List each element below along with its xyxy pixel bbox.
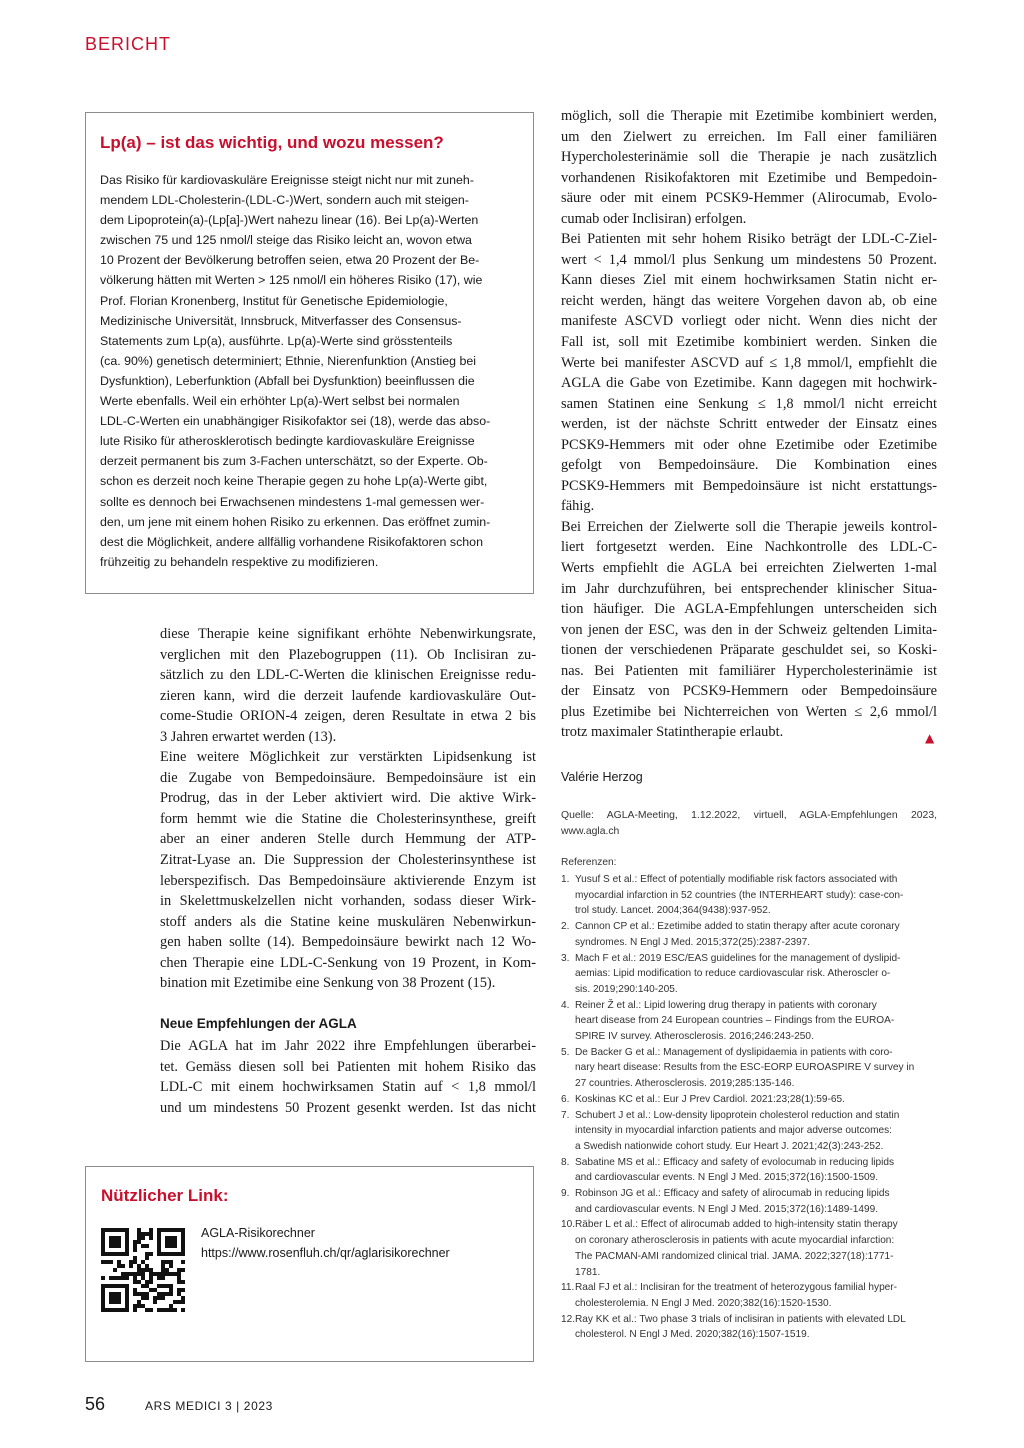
end-marker-icon: ▲ <box>925 731 935 745</box>
text-line: Zitrat-Lyase an. Die Suppression der Cholesterinsynthese ist <box>160 852 536 869</box>
text-line: PCSK9-Hemmers mit oder ohne Ezetimibe oder Ezetimibe <box>561 436 937 453</box>
reference-item <box>561 1186 941 1217</box>
text-line: leberspezifisch. Das Bempedoinsäure aktivierende Enzym ist <box>160 872 536 889</box>
source-line: www.agla.ch <box>561 825 620 837</box>
info-box-line: mendem LDL-Cholesterin-(LDL-C-)Wert, sondern auch mit steigen- <box>100 193 469 208</box>
info-box-line: (ca. 90%) genetisch determiniert; Ethnie, Nierenfunktion (Anstieg bei <box>100 353 477 368</box>
text-line: tionen der verschiedenen Präparate geschuldet sei, so Koski- <box>561 642 937 659</box>
text-line: Prodrug, das in der Leber aktiviert wird. Die aktive Wirk- <box>160 790 536 807</box>
reference-line: Cannon CP et al.: Ezetimibe added to statin therapy after acute coronary <box>575 921 900 933</box>
reference-line: Mach F et al.: 2019 ESC/EAS guidelines for the management of dyslipid- <box>575 952 901 964</box>
text-line: tet. Gemäss diesen soll bei Patienten mit hohem Risiko das <box>160 1058 536 1075</box>
text-line: um den Zielwert zu erreichen. Im Fall einer familiären <box>561 128 937 145</box>
info-box-line: sollte es dennoch bei Erwachsenen mindestens 1-mal gemessen wer- <box>100 494 485 509</box>
references-list <box>561 872 941 1343</box>
text-line: chen Therapie eine LDL-C-Senkung von 19 Prozent, in Kom- <box>160 954 536 971</box>
text-line: vorhandenen Risikofaktoren mit Ezetimibe und Bempedoin- <box>561 169 937 186</box>
reference-item <box>561 1108 941 1155</box>
text-line: in Skelettmuskelzellen nicht vorhanden, sodass dieser Wirk- <box>160 893 536 910</box>
reference-line: Ray KK et al.: Two phase 3 trials of inclisiran in patients with elevated LDL <box>575 1313 906 1325</box>
text-line: von jenen der ESC, was den in der Schweiz geltenden Limita- <box>561 621 937 638</box>
text-line: diese Therapie keine signifikant erhöhte Nebenwirkungsrate, <box>160 626 536 642</box>
references-heading: Referenzen: <box>561 857 617 868</box>
reference-number: 12. <box>561 1313 576 1325</box>
text-line: im Jahr durchzuführen, bei entsprechender klinischer Situa- <box>561 580 937 597</box>
text-line: Hypercholesterinämie soll die Therapie je nach zusätzlich <box>561 149 937 166</box>
reference-number: 8. <box>561 1156 570 1168</box>
info-box-line: frühzeitig zu behandeln respektive zu modifizieren. <box>100 554 379 569</box>
info-box-line: Dysfunktion), Leberfunktion (Abfall bei Dysfunktion) beeinflussen die <box>100 373 475 388</box>
text-line: AGLA die Gabe von Ezetimibe. Kann dagegen mit hochwirk- <box>561 375 937 392</box>
journal-info: ARS MEDICI 3 | 2023 <box>145 1399 273 1413</box>
text-line: Werts empfiehlt die AGLA bei erreichten Zielwerten 1-mal <box>561 560 937 577</box>
text-line: samen Statinen eine Senkung ≤ 1,8 mmol/l nicht erreicht <box>561 395 937 412</box>
reference-line: Yusuf S et al.: Effect of potentially modifiable risk factors associated with <box>575 874 898 885</box>
link-url[interactable]: https://www.rosenfluh.ch/qr/aglarisikorechner <box>201 1246 450 1260</box>
text-line: Werte bei manifester ASCVD auf ≤ 1,8 mmol/l, empfiehlt die <box>561 354 937 371</box>
reference-line: aemias: Lipid modification to reduce cardiovascular risk. Atheroscler o- <box>575 968 891 980</box>
reference-line: syndromes. N Engl J Med. 2015;372(25):2387-2397. <box>575 936 811 948</box>
text-line: cumab oder Inclisiran) erfolgen. <box>561 210 747 227</box>
text-line: liert fortgesetzt werden. Eine Nachkontrolle des LDL-C- <box>561 539 937 556</box>
reference-number: 3. <box>561 952 570 964</box>
text-line: manifeste ASCVD vorliegt oder nicht. Wenn dies nicht der <box>561 313 937 330</box>
text-line: 3 Jahren erwartet werden (13). <box>160 728 337 745</box>
left-column-text <box>160 624 536 994</box>
info-box-line: Werte ebenfalls. Weil ein erhöhter Lp(a)-Wert selbst bei normalen <box>100 394 460 409</box>
text-line: und um mindestens 50 Prozent gesenkt werden. Ist das nicht <box>160 1099 536 1116</box>
reference-line: Räber L et al.: Effect of alirocumab added to high-intensity statin therapy <box>575 1219 898 1231</box>
reference-number: 9. <box>561 1188 570 1200</box>
reference-item <box>561 1155 941 1186</box>
reference-line: The PACMAN-AMI randomized clinical trial. JAMA. 2022;327(18):1771- <box>575 1250 894 1262</box>
reference-item <box>561 1280 941 1311</box>
reference-line: on coronary atherosclerosis in patients with acute myocardial infarction: <box>575 1235 895 1247</box>
reference-number: 7. <box>561 1109 570 1121</box>
info-box-line: derzeit permanent bis zum 3-Fachen unterschätzt, so der Experte. Ob- <box>100 454 488 469</box>
source-note <box>561 808 937 840</box>
reference-item <box>561 1092 941 1108</box>
text-line: säure oder mit einem PCSK9-Hemmer (Alirocumab, Evolo- <box>561 190 937 207</box>
info-box-line: Prof. Florian Kronenberg, Institut für Genetische Epidemiologie, <box>100 293 448 308</box>
reference-line: De Backer G et al.: Management of dyslipidaemia in patients with coro- <box>575 1046 893 1058</box>
reference-line: and cardiovascular events. N Engl J Med. 2015;372(16):1489-1499. <box>575 1203 878 1215</box>
reference-line: Reiner Ž et al.: Lipid lowering drug therapy in patients with coronary <box>575 999 877 1011</box>
text-line: stoff anders als die Statine keine muskulären Nebenwirkun- <box>160 913 536 930</box>
text-line: Die AGLA hat im Jahr 2022 ihre Empfehlungen überarbei- <box>160 1038 536 1054</box>
text-line: die Zugabe von Bempedoinsäure. Bempedoinsäure ist ein <box>160 769 536 786</box>
text-line: come-Studie ORION-4 zeigen, deren Resultate in etwa 2 bis <box>160 708 536 725</box>
reference-line: Robinson JG et al.: Efficacy and safety of alirocumab in reducing lipids <box>575 1188 890 1200</box>
section-heading-agla: Neue Empfehlungen der AGLA <box>160 1016 357 1031</box>
page-number: 56 <box>85 1394 106 1414</box>
reference-line: and cardiovascular events. N Engl J Med. 2015;372(16):1500-1509. <box>575 1172 878 1184</box>
reference-number: 1. <box>561 874 570 885</box>
reference-number: 11. <box>561 1282 575 1294</box>
reference-line: 27 countries. Atherosclerosis. 2019;285:135-146. <box>575 1078 795 1090</box>
text-line: Bei Patienten mit sehr hohem Risiko beträgt der LDL-C-Ziel- <box>561 231 937 248</box>
info-box-line: dem Lipoprotein(a)-(Lp[a]-)Wert nahezu linear (16). Bei Lp(a)-Werten <box>100 213 479 228</box>
text-line: sätzlich zu den LDL-C-Werten die klinischen Ereignisse redu- <box>160 667 536 684</box>
text-line: gefolgt von Bempedoinsäure. Die Kombination eines <box>561 457 937 474</box>
reference-line: Schubert J et al.: Low-density lipoprotein cholesterol reduction and statin <box>575 1109 900 1121</box>
reference-line: a Swedish nationwide cohort study. Eur Heart J. 2021;42(3):243-252. <box>575 1140 884 1152</box>
text-line: der Einsatz von PCSK9-Hemmern oder Bempedoinsäure <box>561 683 937 700</box>
info-box-line: Statements zum Lp(a), ausführte. Lp(a)-Werte sind grösstenteils <box>100 333 453 348</box>
info-box-line: schon es derzeit noch keine Therapie gegen zu hohe Lp(a)-Werte gibt, <box>100 474 488 489</box>
text-line: form hemmt wie die Statine die Cholesterinsynthese, greift <box>160 810 536 827</box>
text-line: nas. Bei Patienten mit familiärer Hypercholesterinämie ist <box>561 662 937 679</box>
info-box-line: den, um jene mit einem hohen Risiko zu erkennen. Das eröffnet zumin- <box>100 514 491 529</box>
reference-item <box>561 998 941 1045</box>
reference-line: myocardial infarction in 52 countries (the INTERHEART study): case-con- <box>575 889 904 901</box>
author: Valérie Herzog <box>561 770 643 784</box>
info-box-line: lute Risiko für atherosklerotisch bedingte kardiovaskuläre Ereignisse <box>100 434 475 449</box>
text-line: fähig. <box>561 498 595 515</box>
text-line: werden, ist der nächste Schritt entweder der Einsatz eines <box>561 416 937 433</box>
link-box-title: Nützlicher Link: <box>101 1186 229 1205</box>
info-box-body <box>100 170 519 572</box>
info-box-line: Medizinische Universität, Innsbruck, Mitverfasser des Consensus- <box>100 313 462 328</box>
info-box-line: völkerung hätten mit Werten > 125 nmol/l ein höheres Risiko (17), wie <box>100 273 483 288</box>
agla-section-text <box>160 1036 536 1118</box>
info-box-line: dest die Möglichkeit, andere allfällig vorhandene Risikofaktoren schon <box>100 534 483 549</box>
reference-number: 10. <box>561 1219 576 1231</box>
text-line: LDL-C mit einem hochwirksamen Statin auf < 1,8 mmol/l <box>160 1079 536 1096</box>
right-column-text <box>561 106 937 743</box>
text-line: Fall ist, soll mit Ezetimibe kombiniert werden. Sinken die <box>561 334 937 351</box>
reference-line: 1781. <box>575 1266 601 1278</box>
reference-line: heart disease from 24 European countries – Findings from the EUROA- <box>575 1015 895 1027</box>
reference-line: nary heart disease: Results from the ESC-EORP EUROASPIRE V survey in <box>575 1062 915 1074</box>
reference-item <box>561 1045 941 1092</box>
reference-line: cholesterolemia. N Engl J Med. 2020;382(16):1520-1530. <box>575 1297 832 1309</box>
reference-line: Raal FJ et al.: Inclisiran for the treatment of heterozygous familial hyper- <box>575 1282 898 1294</box>
info-box-line: LDL-C-Werten ein unabhängiger Risikofaktor sei (18), werde das abso- <box>100 414 491 429</box>
reference-line: cholesterol. N Engl J Med. 2020;382(16):1507-1519. <box>575 1329 810 1341</box>
text-line: gen haben sollte (14). Bempedoinsäure bewirkt nach 12 Wo- <box>160 934 536 951</box>
text-line: reicht werden, hängt das weitere Vorgehen davon ab, ob eine <box>561 292 937 309</box>
reference-line: sis. 2019;290:140-205. <box>575 983 678 995</box>
reference-number: 2. <box>561 921 570 933</box>
reference-line: SPIRE IV survey. Atherosclerosis. 2016;246:243-250. <box>575 1031 814 1043</box>
text-line: verglichen mit den Plazebogruppen (11). Ob Inclisiran zu- <box>160 646 536 663</box>
text-line: trotz maximaler Statintherapie erlaubt. <box>561 724 784 741</box>
info-box-line: Das Risiko für kardiovaskuläre Ereignisse steigt nicht nur mit zuneh- <box>100 173 474 187</box>
text-line: aber an einer anderen Stelle durch Hemmung der ATP- <box>160 831 536 848</box>
reference-number: 6. <box>561 1093 570 1105</box>
link-label: AGLA-Risikorechner <box>201 1226 315 1240</box>
reference-item <box>561 919 941 950</box>
reference-line: Koskinas KC et al.: Eur J Prev Cardiol. 2021:23;28(1):59-65. <box>575 1093 845 1105</box>
reference-item <box>561 1217 941 1280</box>
text-line: tion häufiger. Die AGLA-Empfehlungen unterscheiden sich <box>561 601 937 618</box>
text-line: Kann dieses Ziel mit einem hochwirksamen Statin nicht er- <box>561 272 937 289</box>
text-line: wert < 1,4 mmol/l plus Senkung um mindestens 50 Prozent. <box>561 251 937 268</box>
text-line: bination mit Ezetimibe eine Senkung von 38 Prozent (15). <box>160 975 496 992</box>
reference-number: 4. <box>561 999 570 1011</box>
section-label: BERICHT <box>85 34 172 54</box>
reference-item <box>561 1312 941 1343</box>
text-line: möglich, soll die Therapie mit Ezetimibe kombiniert werden, <box>561 108 937 124</box>
info-box-line: zwischen 75 und 125 nmol/l steige das Risiko leicht an, wovon etwa <box>100 233 472 248</box>
text-line: PCSK9-Hemmers mit Bempedoinsäure ist nicht erstattungs- <box>561 477 937 494</box>
reference-line: intensity in myocardial infarction patients and major adverse outcomes: <box>575 1125 892 1137</box>
text-line: zieren kann, wird die derzeit laufende kardiovaskuläre Out- <box>160 687 536 704</box>
reference-line: Sabatine MS et al.: Efficacy and safety of evolocumab in reducing lipids <box>575 1156 895 1168</box>
info-box-line: 10 Prozent der Bevölkerung betroffen seien, etwa 20 Prozent der Be- <box>100 253 480 268</box>
text-line: Eine weitere Möglichkeit zur verstärkten Lipidsenkung ist <box>160 749 536 766</box>
info-box-title: Lp(a) – ist das wichtig, und wozu messen? <box>100 133 444 152</box>
reference-number: 5. <box>561 1046 570 1058</box>
qr-code-icon[interactable] <box>101 1228 185 1312</box>
reference-item <box>561 872 941 919</box>
text-line: plus Ezetimibe bei Nichterreichen von Werten ≤ 2,6 mmol/l <box>561 703 937 720</box>
reference-line: trol study. Lancet. 2004;364(9438):937-952. <box>575 905 771 917</box>
source-line: Quelle: AGLA-Meeting, 1.12.2022, virtuell, AGLA-Empfehlungen 2023, <box>561 810 937 821</box>
text-line: Bei Erreichen der Zielwerte soll die Therapie jeweils kontrol- <box>561 518 937 535</box>
reference-item <box>561 951 941 998</box>
